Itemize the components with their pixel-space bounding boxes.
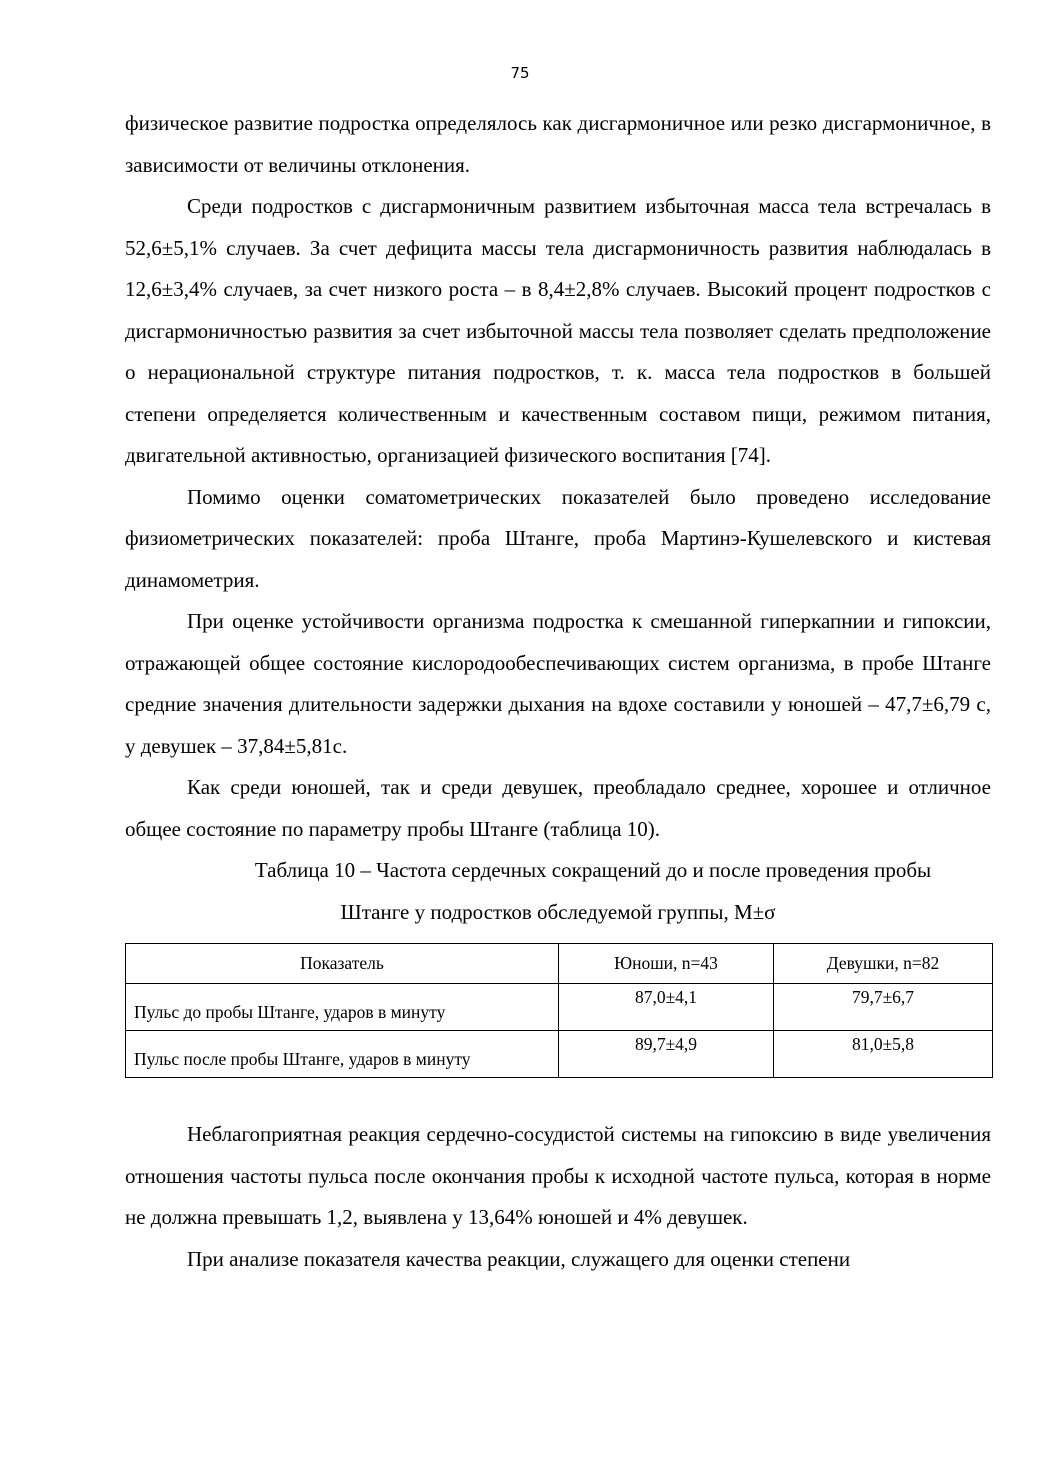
table-caption-line-1: Таблица 10 – Частота сердечных сокращений до и после проведения пробы	[254, 858, 932, 882]
paragraph-2: Среди подростков с дисгармоничным развитием избыточная масса тела встречалась в 52,6±5,1% случаев. За счет дефицита массы тела дисгармоничность развития наблюдалась в 12,6±3,4% случаев, за счет низкого роста – в 8,4±2,8% случаев. Высокий процент подростков с дисгармоничностью развития за счет избыточной массы тела позволяет сделать предположение о нерациональной структуре питания подростков, т. к. масса тела подростков в большей степени определяется количественным и качественным составом пищи, режимом питания, двигательной активностью, организацией физического воспитания [74].	[125, 194, 991, 467]
table-header-row	[126, 944, 993, 984]
row-label: Пульс до пробы Штанге, ударов в минуту	[126, 984, 559, 1031]
table-caption	[125, 850, 991, 933]
paragraph-7: При анализе показателя качества реакции, служащего для оценки степени	[187, 1246, 851, 1271]
cell-girls-value: 79,7±6,7	[774, 984, 993, 1031]
table-row	[126, 1031, 993, 1078]
row-label: Пульс после пробы Штанге, ударов в минуту	[126, 1031, 559, 1078]
paragraph-6: Неблагоприятная реакция сердечно-сосудистой системы на гипоксию в виде увеличения отношения частоты пульса после окончания пробы к исходной частоте пульса, которая в норме не должна превышать 1,2, выявлена у 13,64% юношей и 4% девушек.	[125, 1122, 991, 1229]
paragraph-5: Как среди юношей, так и среди девушек, преобладало среднее, хорошее и отличное общее состояние по параметру пробы Штанге (таблица 10).	[125, 775, 991, 841]
document-body	[125, 103, 991, 1280]
table-row	[126, 984, 993, 1031]
header-girls: Девушки, n=82	[774, 944, 993, 984]
table-caption-line-2: Штанге у подростков обследуемой группы, M±σ	[340, 899, 776, 924]
cell-girls-value: 81,0±5,8	[774, 1031, 993, 1078]
page-number: 75	[510, 64, 530, 82]
paragraph-1: физическое развитие подростка определялось как дисгармоничное или резко дисгармоничное, в зависимости от величины отклонения.	[125, 111, 991, 177]
cell-boys-value: 89,7±4,9	[559, 1031, 774, 1078]
cell-boys-value: 87,0±4,1	[559, 984, 774, 1031]
paragraph-4: При оценке устойчивости организма подростка к смешанной гиперкапнии и гипоксии, отражающей общее состояние кислородообеспечивающих систем организма, в пробе Штанге средние значения длительности задержки дыхания на вдохе составили у юношей – 47,7±6,79 с, у девушек – 37,84±5,81с.	[125, 609, 991, 758]
header-indicator: Показатель	[126, 944, 559, 984]
header-boys: Юноши, n=43	[559, 944, 774, 984]
data-table	[125, 943, 993, 1078]
paragraph-3: Помимо оценки соматометрических показателей было проведено исследование физиометрических показателей: проба Штанге, проба Мартинэ-Кушелевского и кистевая динамометрия.	[125, 484, 991, 592]
